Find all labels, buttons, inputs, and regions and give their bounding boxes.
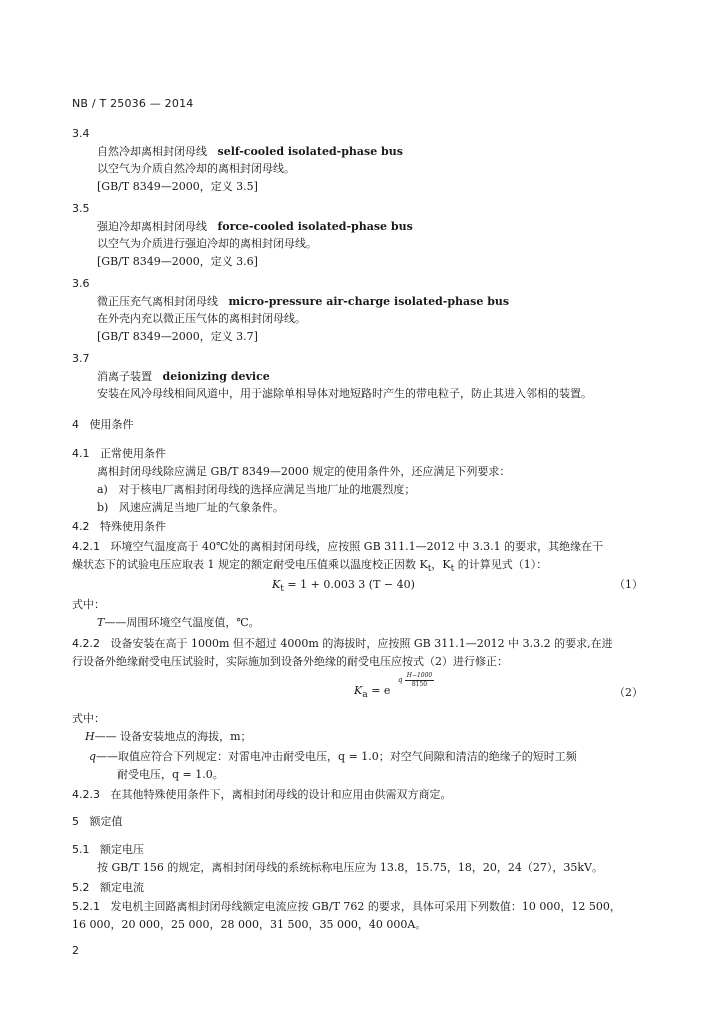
subsection-heading: 4.1 正常使用条件 (72, 447, 166, 460)
clause-number: 3.4 (72, 127, 90, 140)
clause-text: 5.2.1 发电机主回路离相封闭母线额定电流应按 GB/T 762 的要求，具体可采用下列数值：10 000，12 500， (72, 900, 621, 913)
where-label: 式中： (72, 712, 105, 725)
clause-text-continued: 燥状态下的试验电压应取表 1 规定的额定耐受电压值乘以温度校正因数 $K_t$，$K_t$ 的计算见式（1）： (72, 558, 548, 575)
clause-text: 4.2.2 设备安装在高于 1000m 但不超过 4000m 的海拔时，应按照 GB 311.1—2012 中 3.3.2 的要求,在进 (72, 637, 613, 650)
subsection-heading: 4.2 特殊使用条件 (72, 520, 166, 533)
variable-definition: T——周围环境空气温度值，℃。 (97, 616, 260, 629)
term-chinese: 消离子装置 (97, 370, 152, 383)
equation-number: （1） (614, 578, 643, 591)
where-label: 式中： (72, 598, 105, 611)
term-english: self-cooled isolated-phase bus (217, 145, 403, 158)
section-heading: 4 使用条件 (72, 418, 134, 431)
equation-2: $K_a = e$ (354, 684, 391, 701)
standard-code-header: NB / T 25036 — 2014 (72, 97, 194, 110)
term-chinese: 自然冷却离相封闭母线 (97, 145, 207, 158)
term-chinese: 微正压充气离相封闭母线 (97, 295, 218, 308)
equation-number: （2） (614, 686, 643, 699)
clause-text-continued: 行设备外绝缘耐受电压试验时，实际施加到设备外绝缘的耐受电压应按式（2）进行修正： (72, 655, 508, 668)
term-reference: [GB/T 8349—2000，定义 3.6] (97, 255, 258, 268)
subsection-heading: 5.2 额定电流 (72, 881, 144, 894)
term-english: force-cooled isolated-phase bus (217, 220, 413, 233)
term-reference: [GB/T 8349—2000，定义 3.5] (97, 180, 258, 193)
term-definition: 安装在风冷母线相间风道中，用于滤除单相导体对地短路时产生的带电粒子，防止其进入邻相的装置。 (97, 387, 592, 400)
equation-1: $K_t = 1 + 0.003$ 3 (T − 40) (272, 578, 415, 595)
page-number: 2 (72, 944, 79, 957)
term-english: micro-pressure air-charge isolated-phase bus (228, 295, 510, 308)
term-english: deionizing device (162, 370, 270, 383)
term-definition: 在外壳内充以微正压气体的离相封闭母线。 (97, 312, 306, 325)
term-reference: [GB/T 8349—2000，定义 3.7] (97, 330, 258, 343)
section-heading: 5 额定值 (72, 815, 123, 828)
clause-text: 4.2.1 环境空气温度高于 40℃处的离相封闭母线，应按照 GB 311.1—2012 中 3.3.1 的要求，其绝缘在干 (72, 540, 604, 553)
term-definition: 以空气为介质自然冷却的离相封闭母线。 (97, 162, 295, 175)
clause-number: 3.5 (72, 202, 90, 215)
variable-definition-continued: 耐受电压，q = 1.0。 (117, 768, 224, 781)
clause-text-continued: 16 000，20 000，25 000，28 000，31 500，35 000，40 000A。 (72, 918, 427, 931)
variable-definition: H—— 设备安装地点的海拔，m； (85, 730, 252, 743)
clause-text: 4.2.3 在其他特殊使用条件下，离相封闭母线的设计和应用由供需双方商定。 (72, 788, 452, 801)
term-line (97, 220, 413, 234)
list-item: b) 风速应满足当地厂址的气象条件。 (97, 501, 284, 514)
variable-definition: q——取值应符合下列规定：对雷电冲击耐受电压，q = 1.0；对空气间隙和清洁的绝缘子的短时工频 (89, 750, 577, 763)
term-line (97, 145, 403, 159)
clause-number: 3.6 (72, 277, 90, 290)
term-line (97, 295, 509, 309)
clause-number: 3.7 (72, 352, 90, 365)
equation-2-exponent: q $\frac{H-1000}{8150}$ (398, 672, 433, 688)
paragraph: 按 GB/T 156 的规定，离相封闭母线的系统标称电压应为 13.8，15.75，18，20，24（27），35kV。 (97, 861, 603, 874)
term-definition: 以空气为介质进行强迫冷却的离相封闭母线。 (97, 237, 317, 250)
list-item: a) 对于核电厂离相封闭母线的选择应满足当地厂址的地震烈度； (97, 483, 416, 496)
paragraph: 离相封闭母线除应满足 GB/T 8349—2000 规定的使用条件外，还应满足下列要求： (97, 465, 511, 478)
term-line (97, 370, 270, 384)
subsection-heading: 5.1 额定电压 (72, 843, 144, 856)
term-chinese: 强迫冷却离相封闭母线 (97, 220, 207, 233)
